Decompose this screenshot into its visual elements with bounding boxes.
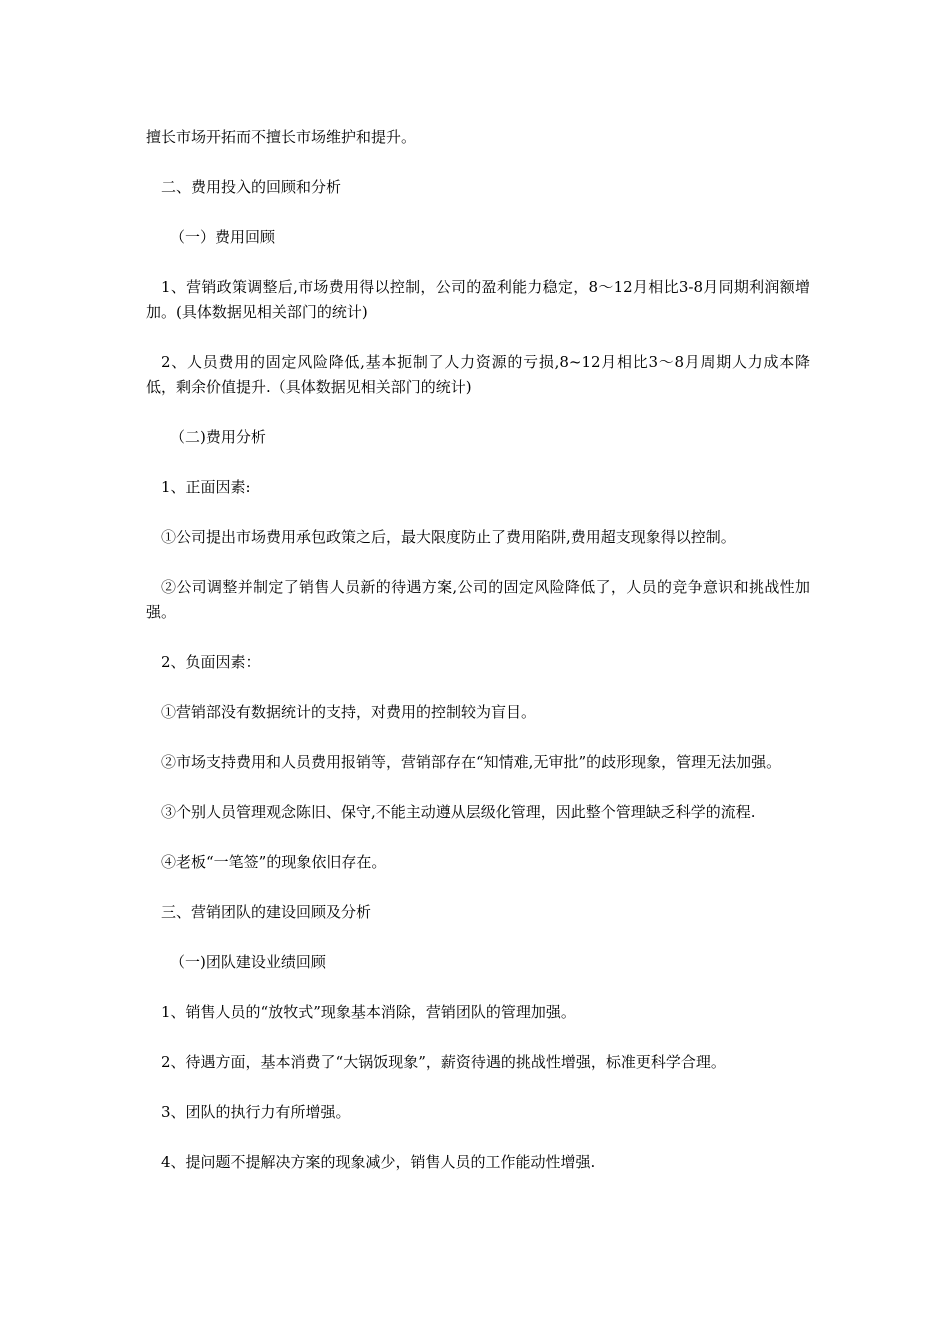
paragraph-negative-4: ④老板“一笔签”的现象依旧存在。 <box>161 853 387 871</box>
paragraph-intro-tail: 擅长市场开拓而不擅长市场维护和提升。 <box>146 128 417 146</box>
heading-negative-factors: 2、负面因素： <box>161 653 261 671</box>
paragraph-negative-3: ③个别人员管理观念陈旧、保守,不能主动遵从层级化管理，因此整个管理缺乏科学的流程. <box>161 803 756 821</box>
heading-section-2: 二、费用投入的回顾和分析 <box>161 178 342 196</box>
paragraph-positive-2: ②公司调整并制定了销售人员新的待遇方案,公司的固定风险降低了，人员的竞争意识和挑战性加强。 <box>146 578 810 621</box>
paragraph-negative-2: ②市场支持费用和人员费用报销等，营销部存在“知情难,无审批”的歧形现象，管理无法加强。 <box>161 753 782 771</box>
heading-cost-analysis: （二)费用分析 <box>170 428 266 446</box>
heading-team-review: （一)团队建设业绩回顾 <box>170 953 326 971</box>
heading-cost-review: （一）费用回顾 <box>170 228 276 246</box>
paragraph-team-3: 3、团队的执行力有所增强。 <box>161 1103 351 1121</box>
document-body <box>146 125 810 1200</box>
heading-positive-factors: 1、正面因素: <box>161 478 251 496</box>
heading-section-3: 三、营销团队的建设回顾及分析 <box>161 903 372 921</box>
paragraph-cost-review-1: 1、营销政策调整后,市场费用得以控制，公司的盈利能力稳定，8～12月相比3-8月同期利润额增加。(具体数据见相关部门的统计) <box>146 278 810 321</box>
paragraph-negative-1: ①营销部没有数据统计的支持，对费用的控制较为盲目。 <box>161 703 537 721</box>
paragraph-team-4: 4、提问题不提解决方案的现象减少，销售人员的工作能动性增强. <box>161 1153 596 1171</box>
paragraph-team-1: 1、销售人员的“放牧式”现象基本消除，营销团队的管理加强。 <box>161 1003 576 1021</box>
paragraph-team-2: 2、待遇方面，基本消费了“大锅饭现象”，薪资待遇的挑战性增强，标准更科学合理。 <box>161 1053 726 1071</box>
paragraph-positive-1: ①公司提出市场费用承包政策之后，最大限度防止了费用陷阱,费用超支现象得以控制。 <box>161 528 736 546</box>
paragraph-cost-review-2: 2、人员费用的固定风险降低,基本扼制了人力资源的亏损,8~12月相比3～8月周期人力成本降低，剩余价值提升.（具体数据见相关部门的统计) <box>146 353 810 396</box>
